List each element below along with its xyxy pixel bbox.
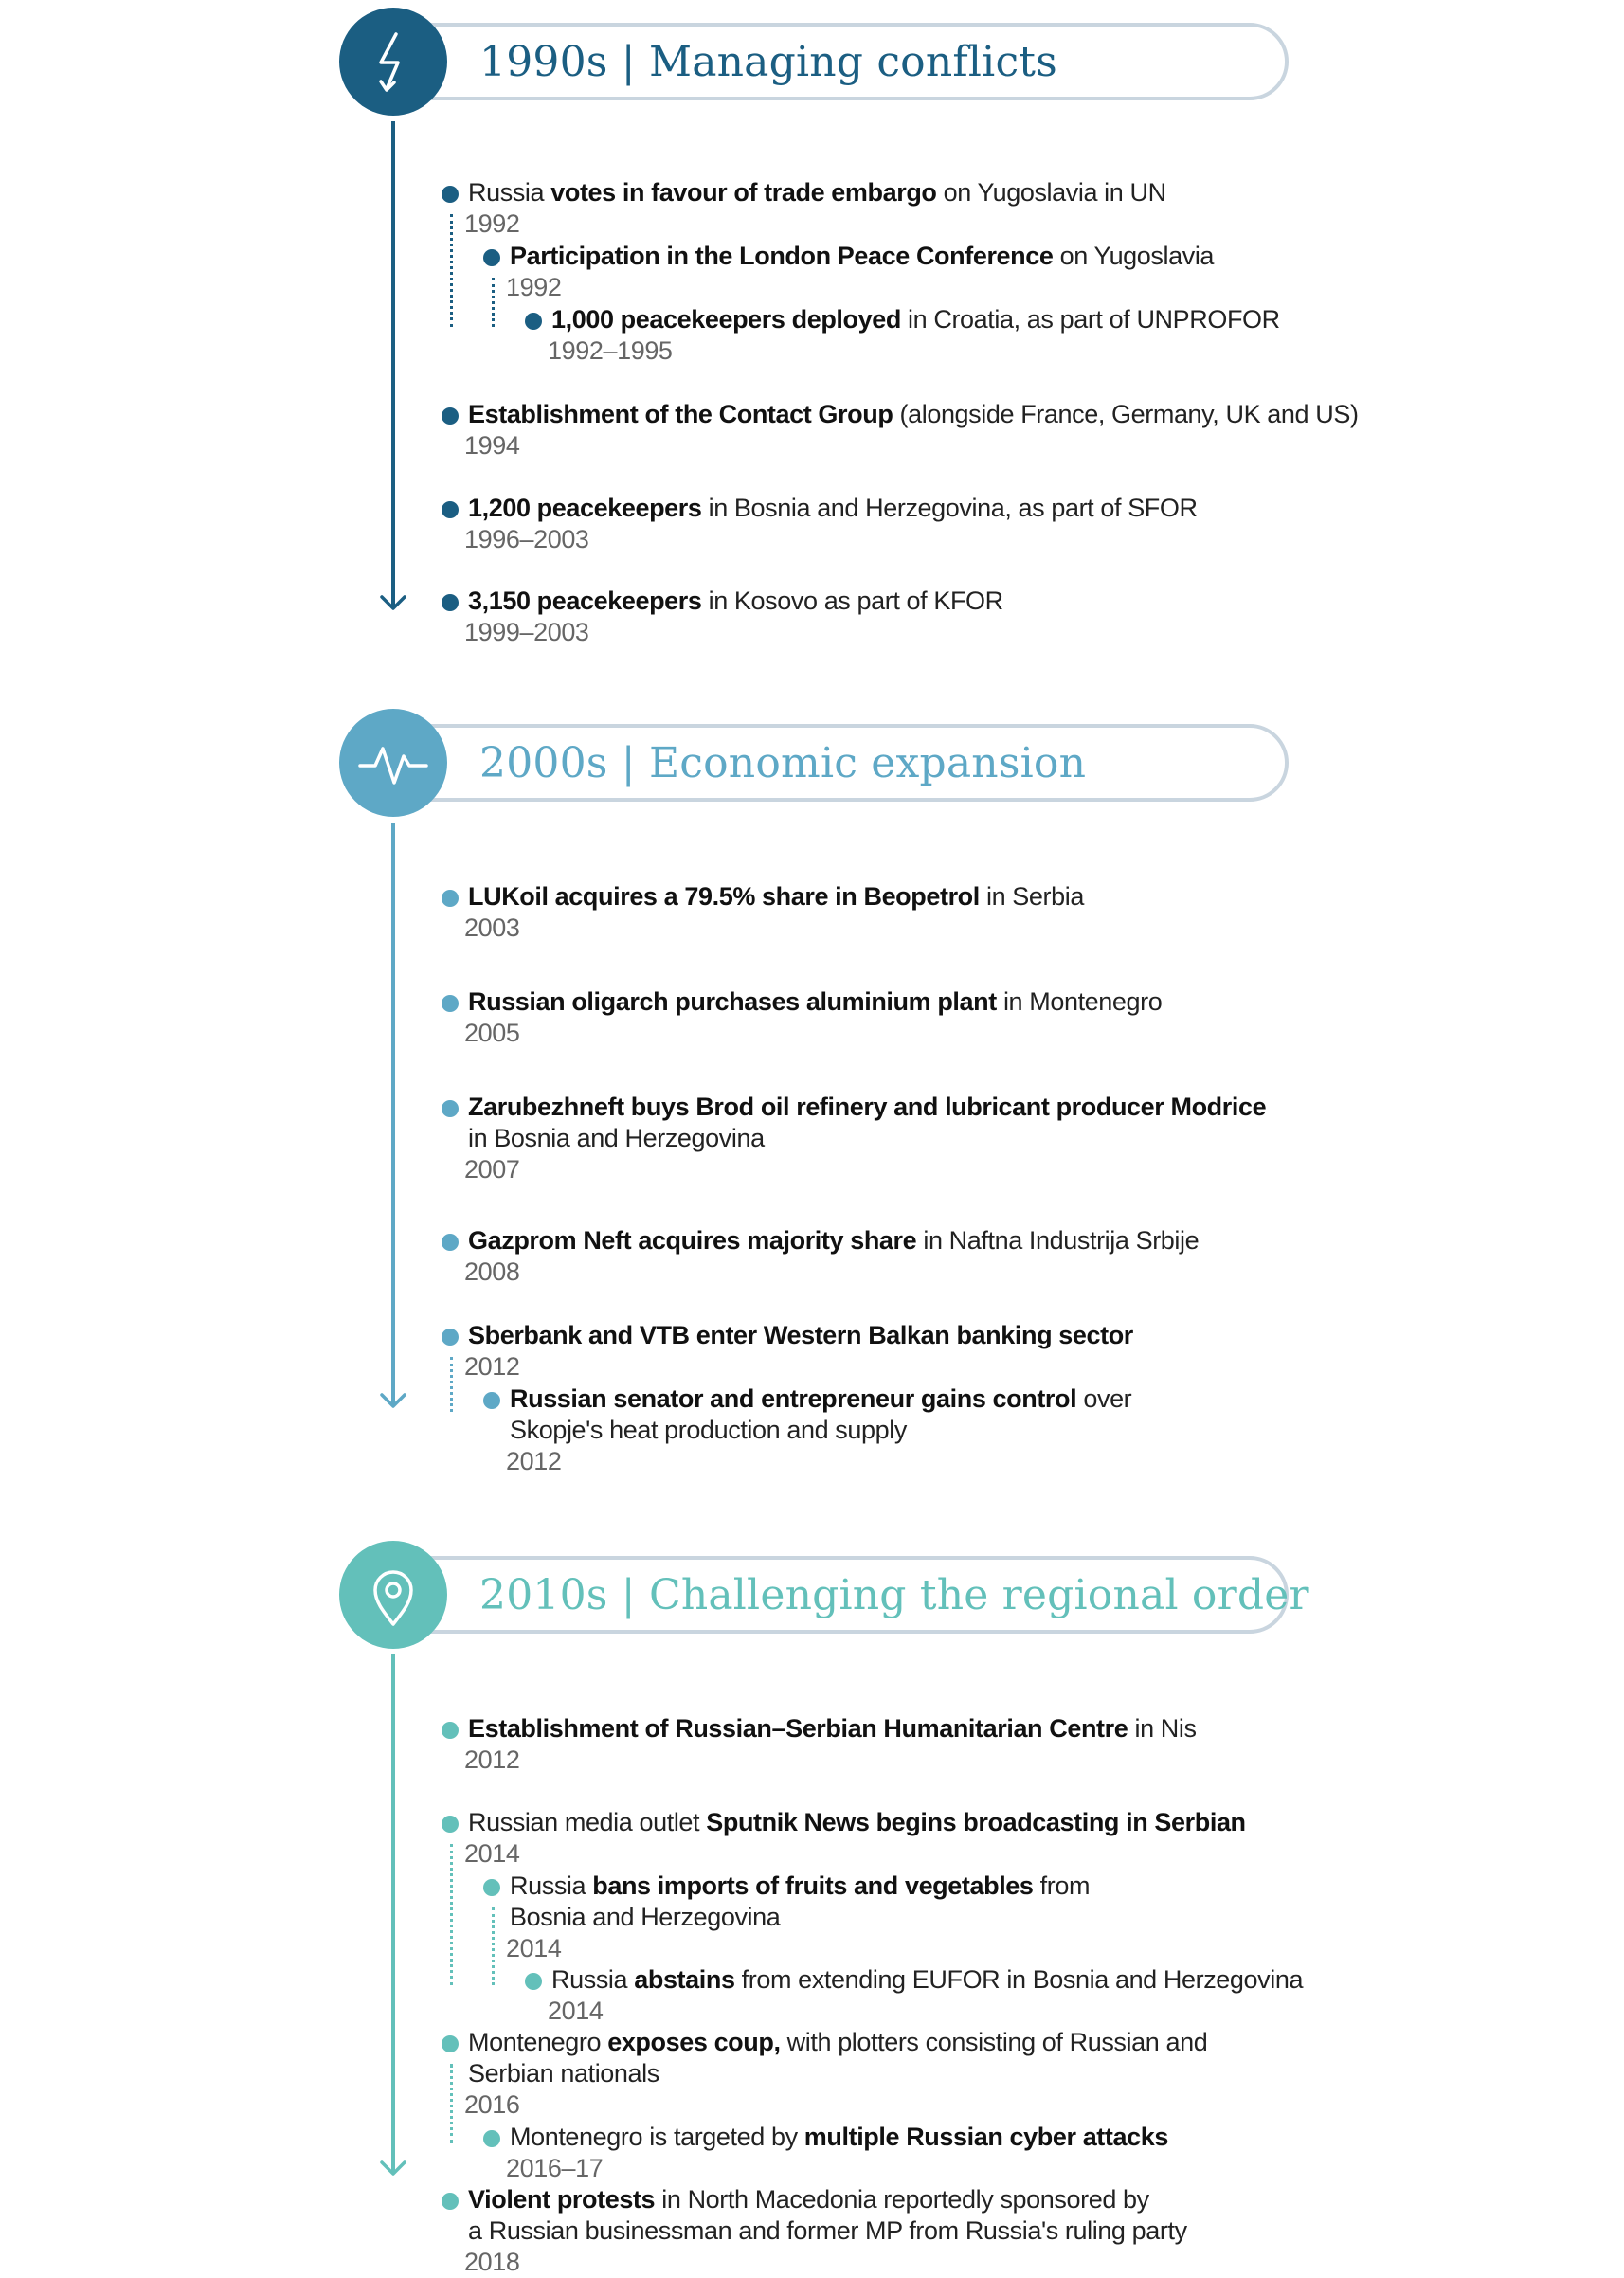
event-bullet bbox=[442, 1816, 459, 1833]
timeline-event bbox=[464, 2027, 1208, 2121]
event-text-regular: in Naftna Industrija Srbije bbox=[916, 1226, 1200, 1255]
event-bullet bbox=[442, 501, 459, 518]
event-text-regular: in Montenegro bbox=[996, 987, 1163, 1016]
event-text-regular: over bbox=[1076, 1384, 1132, 1413]
event-year: 2008 bbox=[464, 1257, 520, 1286]
event-year: 2014 bbox=[464, 1839, 520, 1868]
sub-event-connector bbox=[492, 1907, 495, 1985]
event-text bbox=[468, 2184, 1187, 2215]
event-text-bold: Gazprom Neft acquires majority share bbox=[468, 1226, 917, 1255]
timeline-event bbox=[506, 241, 1215, 303]
event-text-continued: in Bosnia and Herzegovina bbox=[468, 1124, 765, 1152]
event-text-regular: Russia bbox=[510, 1871, 593, 1900]
timeline-event bbox=[464, 986, 1163, 1049]
event-year: 2016–17 bbox=[506, 2154, 604, 2182]
location-pin-icon bbox=[339, 1541, 447, 1649]
event-text-regular: (alongside France, Germany, UK and US) bbox=[893, 400, 1359, 428]
event-text-bold: Establishment of Russian–Serbian Humanitarian Centre bbox=[468, 1714, 1128, 1743]
section-header bbox=[360, 724, 1289, 802]
event-text-regular: in Serbia bbox=[979, 882, 1084, 911]
event-text-regular: in Bosnia and Herzegovina, as part of SFOR bbox=[701, 494, 1198, 522]
event-text bbox=[510, 241, 1214, 272]
event-bullet bbox=[442, 890, 459, 907]
event-bullet bbox=[442, 1329, 459, 1346]
event-year: 2014 bbox=[506, 1934, 562, 1962]
timeline-event bbox=[506, 2122, 1168, 2184]
event-text-bold: votes in favour of trade embargo bbox=[550, 178, 937, 207]
event-text bbox=[468, 1713, 1197, 1745]
event-text-bold: Sberbank and VTB enter Western Balkan banking sector bbox=[468, 1321, 1133, 1349]
event-bullet bbox=[442, 995, 459, 1012]
event-year: 1994 bbox=[464, 431, 520, 460]
sub-event-connector bbox=[450, 1844, 453, 1985]
event-text-bold: Russian senator and entrepreneur gains control bbox=[510, 1384, 1077, 1413]
event-text bbox=[468, 2027, 1207, 2058]
section-header bbox=[360, 23, 1289, 100]
event-text-regular: from extending EUFOR in Bosnia and Herzegovina bbox=[734, 1965, 1304, 1994]
timeline-event bbox=[464, 1713, 1197, 1776]
event-text bbox=[468, 1225, 1199, 1257]
timeline-event bbox=[464, 881, 1084, 944]
event-text bbox=[468, 1807, 1246, 1838]
event-text-bold: 3,150 peacekeepers bbox=[468, 587, 702, 615]
event-text bbox=[510, 2122, 1168, 2153]
event-bullet bbox=[483, 1392, 500, 1409]
event-text-bold: multiple Russian cyber attacks bbox=[803, 2123, 1168, 2151]
event-text-bold: exposes coup, bbox=[607, 2028, 781, 2056]
sub-event-connector bbox=[450, 214, 453, 327]
event-year: 2012 bbox=[464, 1745, 520, 1774]
event-year: 2014 bbox=[548, 1997, 604, 2025]
event-text-continued: Skopje's heat production and supply bbox=[510, 1416, 907, 1444]
event-year: 1996–2003 bbox=[464, 525, 589, 553]
event-text bbox=[468, 1320, 1133, 1351]
event-text-bold: 1,000 peacekeepers deployed bbox=[551, 305, 901, 334]
event-text-regular: with plotters consisting of Russian and bbox=[780, 2028, 1208, 2056]
event-year: 2007 bbox=[464, 1155, 520, 1184]
timeline-event bbox=[464, 1320, 1133, 1383]
event-text-regular: on Yugoslavia bbox=[1053, 242, 1215, 270]
event-text-continued: Serbian nationals bbox=[468, 2059, 659, 2088]
event-year: 1999–2003 bbox=[464, 618, 589, 646]
sub-event-connector bbox=[492, 278, 495, 327]
timeline-event bbox=[506, 1871, 1091, 1964]
event-bullet bbox=[442, 1722, 459, 1739]
event-text-bold: Zarubezhneft buys Brod oil refinery and lubricant producer Modrice bbox=[468, 1093, 1267, 1121]
event-text-regular: in Nis bbox=[1128, 1714, 1197, 1743]
event-bullet bbox=[525, 1973, 542, 1990]
event-bullet bbox=[483, 1879, 500, 1896]
timeline-event bbox=[464, 493, 1198, 555]
event-text-regular: Russian media outlet bbox=[468, 1808, 707, 1836]
event-text bbox=[468, 881, 1084, 913]
event-text-bold: LUKoil acquires a 79.5% share in Beopetrol bbox=[468, 882, 980, 911]
event-text-regular: in Kosovo as part of KFOR bbox=[701, 587, 1003, 615]
event-text-bold: bans imports of fruits and vegetables bbox=[592, 1871, 1034, 1900]
event-text-continued: a Russian businessman and former MP from Russia's ruling party bbox=[468, 2216, 1187, 2245]
event-bullet bbox=[442, 186, 459, 203]
timeline-event bbox=[464, 1807, 1246, 1870]
event-text-regular: Montenegro is targeted by bbox=[510, 2123, 804, 2151]
event-text bbox=[551, 1964, 1303, 1996]
timeline-event bbox=[506, 1383, 1132, 1477]
event-year: 2003 bbox=[464, 913, 520, 942]
event-bullet bbox=[442, 1100, 459, 1117]
event-text-bold: Violent protests bbox=[468, 2185, 656, 2214]
event-text bbox=[468, 1092, 1266, 1123]
event-year: 2018 bbox=[464, 2248, 520, 2276]
event-bullet bbox=[483, 249, 500, 266]
event-text-continued: Bosnia and Herzegovina bbox=[510, 1903, 781, 1931]
sub-event-connector bbox=[450, 1357, 453, 1412]
event-year: 2016 bbox=[464, 2090, 520, 2119]
event-text-regular: Montenegro bbox=[468, 2028, 608, 2056]
sub-event-connector bbox=[450, 2064, 453, 2143]
event-year: 2012 bbox=[464, 1352, 520, 1381]
arrow-down-icon bbox=[380, 593, 406, 612]
event-year: 1992 bbox=[464, 209, 520, 238]
event-text bbox=[468, 399, 1359, 430]
timeline-event bbox=[464, 1092, 1267, 1185]
lightning-icon bbox=[339, 8, 447, 116]
event-bullet bbox=[442, 407, 459, 425]
timeline-line bbox=[391, 121, 395, 606]
event-text bbox=[468, 986, 1162, 1018]
section-title: 2010s | Challenging the regional order bbox=[479, 1571, 1309, 1619]
event-text bbox=[468, 177, 1166, 208]
timeline-event bbox=[464, 2184, 1187, 2278]
timeline-event bbox=[548, 304, 1280, 367]
event-text bbox=[468, 493, 1198, 524]
event-text bbox=[510, 1871, 1090, 1902]
timeline-line bbox=[391, 823, 395, 1404]
event-text-bold: Participation in the London Peace Conference bbox=[510, 242, 1054, 270]
timeline-event bbox=[464, 586, 1003, 648]
event-text-regular: from bbox=[1033, 1871, 1091, 1900]
section-header bbox=[360, 1556, 1309, 1634]
event-bullet bbox=[442, 2193, 459, 2210]
event-text-bold: Establishment of the Contact Group bbox=[468, 400, 893, 428]
event-text-bold: Russian oligarch purchases aluminium plant bbox=[468, 987, 997, 1016]
timeline-event bbox=[464, 1225, 1200, 1288]
event-year: 2005 bbox=[464, 1019, 520, 1047]
section-title: 2000s | Economic expansion bbox=[479, 739, 1087, 787]
section-title: 1990s | Managing conflicts bbox=[479, 38, 1057, 86]
event-text bbox=[510, 1383, 1131, 1415]
event-year: 1992 bbox=[506, 273, 562, 301]
timeline-event bbox=[464, 177, 1166, 240]
event-bullet bbox=[442, 2035, 459, 2052]
timeline-line bbox=[391, 1654, 395, 2172]
event-bullet bbox=[525, 313, 542, 330]
event-bullet bbox=[483, 2130, 500, 2147]
event-year: 2012 bbox=[506, 1447, 562, 1475]
event-text-bold: Sputnik News begins broadcasting in Serbian bbox=[706, 1808, 1246, 1836]
event-bullet bbox=[442, 1234, 459, 1251]
timeline-event bbox=[548, 1964, 1304, 2027]
timeline-event bbox=[464, 399, 1359, 461]
event-text-regular: Russia bbox=[468, 178, 551, 207]
arrow-down-icon bbox=[380, 2159, 406, 2178]
event-text-regular: in Croatia, as part of UNPROFOR bbox=[900, 305, 1280, 334]
event-text-regular: Russia bbox=[551, 1965, 635, 1994]
arrow-down-icon bbox=[380, 1391, 406, 1410]
event-text-regular: on Yugoslavia in UN bbox=[936, 178, 1166, 207]
event-text-bold: 1,200 peacekeepers bbox=[468, 494, 702, 522]
heartbeat-icon bbox=[339, 709, 447, 817]
event-year: 1992–1995 bbox=[548, 336, 673, 365]
event-bullet bbox=[442, 594, 459, 611]
event-text-regular: in North Macedonia reportedly sponsored by bbox=[655, 2185, 1149, 2214]
event-text bbox=[551, 304, 1280, 335]
event-text bbox=[468, 586, 1003, 617]
event-text-bold: abstains bbox=[634, 1965, 735, 1994]
